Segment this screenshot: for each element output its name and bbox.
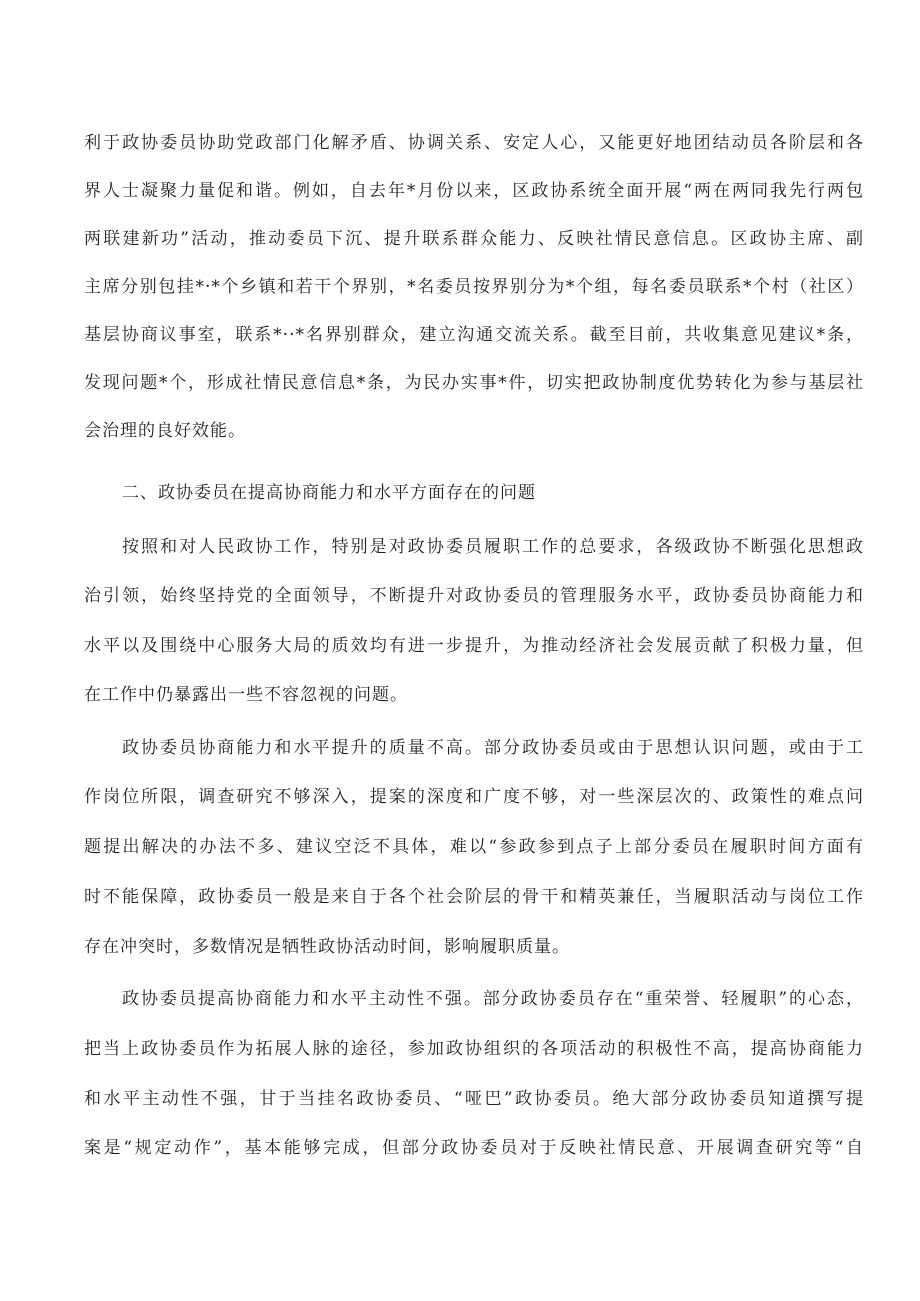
section-heading: 二、政协委员在提高协商能力和水平方面存在的问题 (122, 483, 536, 503)
text-line: 基层协商议事室，联系*··*名界别群众，建立沟通交流关系。截至目前，共收集意见建议*条， (84, 325, 864, 345)
text-line: 利于政协委员协助党政部门化解矛盾、协调关系、安定人心，又能更好地团结动员各阶层和各 (84, 133, 864, 153)
text-line: 题提出解决的办法不多、建议空泛不具体，难以“参政参到点子上部分委员在履职时间方面有 (84, 837, 864, 857)
text-line: 把当上政协委员作为拓展人脉的途径，参加政协组织的各项活动的积极性不高，提高协商能力 (84, 1039, 864, 1059)
text-line: 存在冲突时，多数情况是牺牲政协活动时间，影响履职质量。 (84, 937, 570, 957)
text-line: 界人士凝聚力量促和谐。例如，自去年*月份以来，区政协系统全面开展“两在两同我先行两包 (84, 181, 864, 201)
text-line: 主席分别包挂*·*个乡镇和若干个界别，*名委员按界别分为*个组，每名委员联系*个村（社区） (84, 277, 864, 297)
text-line: 水平以及围绕中心服务大局的质效均有进一步提升，为推动经济社会发展贡献了积极力量，但 (84, 636, 864, 656)
text-line: 治引领，始终坚持党的全面领导，不断提升对政协委员的管理服务水平，政协委员协商能力和 (84, 586, 864, 606)
text-line: 案是“规定动作”，基本能够完成，但部分政协委员对于反映社情民意、开展调查研究等“自 (84, 1138, 864, 1158)
text-line: 政协委员提高协商能力和水平主动性不强。部分政协委员存在“重荣誉、轻履职”的心态， (122, 989, 864, 1009)
text-line: 作岗位所限，调查研究不够深入，提案的深度和广度不够，对一些深层次的、政策性的难点问 (84, 787, 864, 807)
text-line: 政协委员协商能力和水平提升的质量不高。部分政协委员或由于思想认识问题，或由于工 (122, 738, 864, 758)
text-line: 两联建新功”活动，推动委员下沉、提升联系群众能力、反映社情民意信息。区政协主席、副 (84, 229, 864, 249)
text-line: 发现问题*个，形成社情民意信息*条，为民办实事*件，切实把政协制度优势转化为参与基层社 (84, 373, 864, 393)
text-line: 在工作中仍暴露出一些不容忽视的问题。 (84, 685, 408, 705)
text-line: 和水平主动性不强，甘于当挂名政协委员、“哑巴”政协委员。绝大部分政协委员知道撰写提 (84, 1089, 864, 1109)
text-line: 会治理的良好效能。 (84, 421, 246, 441)
text-line: 时不能保障，政协委员一般是来自于各个社会阶层的骨干和精英兼任，当履职活动与岗位工作 (84, 887, 864, 907)
text-line: 按照和对人民政协工作，特别是对政协委员履职工作的总要求，各级政协不断强化思想政 (122, 537, 864, 557)
